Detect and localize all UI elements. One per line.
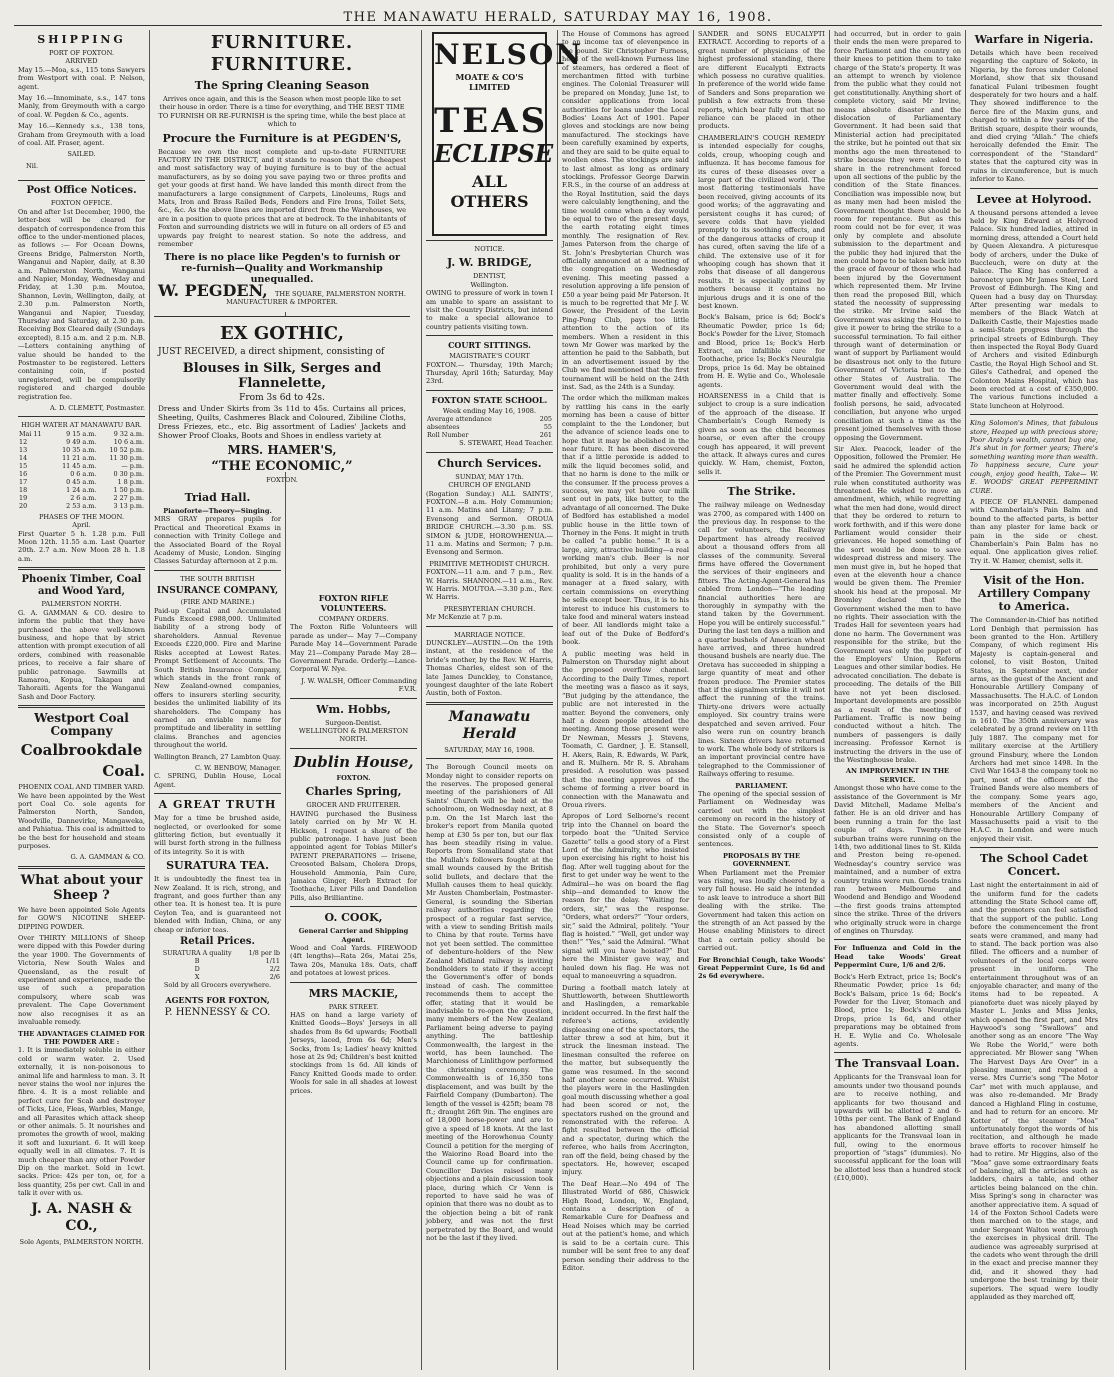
news-5-1: The House of Commons has agreed to an income tax of elevenpence in the pound. Sir Christopher Furness, head of the well-known Furness line of steamers, has ordered a fleet of merchantmen fitted with turbine engines. The Colonial Treasurer will be prepared on Monday, June 1st, to consider applications from local authorities for loans under the Local Bodies' Loans Act of 1901. Paper gloves and stockings are now being manufactured. The stockings have been carefully examined by experts, and they are said to be quite equal to woollen ones. The stockings are said to last almost as long as ordinary stockings. Professor George Darwin F.R.S., in the course of an address at the Royal Institution, said the days were calculably lengthening, and the time would come when a day would be equal to two of the present days, the earth rotating eight times monthly. The resignation of Rev. James Paterson from the charge of St. John's Presbyterian Church was officially announced at a meeting of the congregation on Wednesday evening. This meeting passed a resolution approving a life pension of £50 a year being paid Mr Paterson. It is much to be regretted that Mr J. W. Gower, the President of the Levin Ping-Pong Club, pays too little attention to the action of its members. When a resident in this town Mr Gower was marked by the attention he paid to the Sabbath, but in an advertisement issued by the Club we find mentioned that the first tournament will be held on the 24th inst. Sad, as the 24th is a Sunday.	[562, 30, 689, 392]
news-5-4: Apropos of Lord Selborne's recent trip into the Channel on board the torpedo boat the “United Service Gazette” tells a good story of a First Lord of the Admiralty, who insisted upon exercising his right to hoist his flag. After well tugging about for the first to get under way he went to the Admiral—he was on board the flag ship—and demanded to know the reason for the delay. “Waiting for orders, sir,” was the response. “Orders, what orders?” “Your orders, sir,” said the Admiral, politely. “Your flag is hoisted.” “Well, get under way then!” “Yes,” said the Admiral. “What signal will you have hoisted?” But here the Minister gave way, and hauled down his flag. He was not equal to manoeuvring a squadron.	[562, 812, 689, 981]
tide-cell: 10 52 p.m.	[109, 445, 144, 454]
high-water-heading: HIGH WATER AT MANAWATU BAR.	[21, 421, 142, 430]
tide-cell: 1 50 p.m.	[113, 485, 144, 494]
coal-sub: PHOENIX COAL AND TIMBER YARD.	[18, 783, 145, 792]
pres-heading: PRESBYTERIAN CHURCH.	[443, 604, 536, 613]
post-office-text: On and after 1st December, 1900, the letter-box will be cleared for despatch of correspondence from this office to the under-mentioned places, as follows :— For Ocean Downs, Greens Bridge, Palmerston North, Wanganui and Napier, daily, at 8.30 a.m. Palmerston North, Wanganui and Napier, Monday, Wednesday and Friday, at 1.30 p.m. Moutoa, Shannon, Levin, Wellington, daily, at 2.30 p.m. Palmerston North, Wanganui and Napier, Tuesday, Thursday and Saturday, at 2.30 p.m. Receiving Box Cleared daily (Sundays excepted), 8.15 a.m. and 2 p.m. N.B.—Letters containing anything of value should be handed to the Postmaster to be registered. Letters containing coin, if posted unregistered, will be compulsorily registered and charged double registration fee.	[18, 207, 145, 401]
nigeria-heading: Warfare in Nigeria.	[974, 33, 1094, 46]
notice-heading: NOTICE.	[474, 245, 505, 253]
economic-heading: “THE ECONOMIC,”	[211, 459, 353, 474]
influenza-ad: For Influenza and Cold in the Head take Woods' Great Peppermint Cure, 1/6 and 2/6.	[834, 944, 961, 970]
agents-heading: AGENTS FOR FOXTON,	[165, 995, 270, 1006]
spring-sub: GROCER AND FRUITERER.	[306, 801, 401, 810]
news-7-2: Sir Alex. Peacock, leader of the Opposition, followed the Premier. He said he admired the splendid action of the Premier. The Government must rule when constituted authority was threatened. He wished to move an amendment, which, while regretting what the men had done, would direct that they be ordered to return to work forthwith, and if this were done Parliament would consider their grievances. He hoped something of the sort would be done to save widespread distress and misery. The men must give in, but he hoped that even at the eleventh hour a chance would be given them. The Premier shook his head at the proposal. Mr Bromley declared that the Government wished the men to have no rights. Their association with the Trades Hall for seventeen years had done no harm. The Government was responsible for the strike, but the Government was only the puppet of the Employers' Union, Reform Leagues and other similar bodies. He advocated conciliation. The debate is proceeding. The details of the Bill have not yet been disclosed. Important developments are possible as a result of the meeting of Parliament. Traffic is now being conducted without a hitch. The numbers of passengers is daily increasing. Professor Kernot is instructing the drivers in the use of the Westinghouse brake.	[834, 444, 961, 764]
abs-val: 55	[543, 423, 552, 432]
tide-row	[18, 430, 145, 438]
tide-row	[18, 502, 145, 510]
retail-cell: 2/6	[269, 973, 280, 982]
coe-text: (Rogation Sunday.) ALL SAINTS', FOXTON.—8 a.m. Holy Communion; 11 a.m. Matins and Litany; 7 p.m. Evensong and Sermon. OROUA BRIDGE CHURCH.—3.30 p.m. SS. SIMON & JUDE, HOROWHENUA.—11 a.m. Matins and Sermon; 7 p.m. Evensong and Sermon.	[426, 489, 553, 557]
truth-heading: A GREAT TRUTH	[158, 798, 277, 812]
bridge-heading: J. W. BRIDGE,	[446, 256, 533, 270]
logo-line-2: MOATE & CO'S LIMITED	[455, 72, 524, 92]
hamer-heading: MRS. HAMER'S,	[227, 443, 337, 457]
column-7	[830, 30, 966, 1370]
artillery-text: The Commander-in-Chief has notified Lord Denbigh that permission has been granted to the Hon. Artillery Company, of which regiment His Majesty is captain-general and colonel, to visit Boston, United States, in September next, under arms, as the guest of the Ancient and Honourable Artillery Company of Massachusetts. The H.A.C. of London was incorporated on 25th August 1537, and having ceased was revived in 1610. The 350th anniversary was celebrated by a grand review on 11th July 1887. The company met for military exercise at the Artillery ground Finsbury, where the London Archers had met since 1498. In the Civil War 1643-8 the company took no part, most of the officers of the Trained Bands were also members of the company. Some years ago, members of the Ancient and Honourable Artillery Company of Massachusetts paid a visit to the H.A.C. in London and were much enjoyed their visit.	[970, 616, 1098, 843]
advantages-text: 1. It is immediately soluble in either cold or warm water. 2. Used externally, it is non-poisonous to animal life and harmless to man. 3. It never stains the wool nor injures the fibre. 4. It is a most reliable and perfect cure for Scab and destroyer of Ticks, Lice, Fleas, Warbles, Mange, and all Parasites which attack sheep or other animals. 5. It nourishes and promotes the growth of wool, making it soft and luxuriant. 6. It will keep equally well in all climates. 7. It is much cheaper than any other Powder Dip on the market. Sold in 1cwt. sacks. Price: 42s per ton, or, for a less quantity, 25s per cwt. Call in and talk it over with us.	[18, 1046, 145, 1198]
retail-cell: 1/8 per lb	[248, 949, 280, 958]
masthead-title: THE MANAWATU HERALD, SATURDAY MAY 16, 1908.	[343, 10, 773, 25]
tide-cell: 11 30 p.m.	[109, 453, 144, 462]
parliament-text: The opening of the special session of Parliament on Wednesday was carried out with the simplest ceremony on record in the history of the State. The Governor's speech consisted only of a couple of sentences.	[698, 789, 825, 849]
hobbs-heading: Wm. Hobbs,	[316, 702, 391, 716]
news-5-6: The Deaf Hear.—No 494 of The Illustrated World of 686, Chiswick High Road, London, W., England, contains a description of a Remarkable Cure for Deafness and Head Noises which may be carried out at the patient's home, and which is said to be a certain cure. This number will be sent free to any deaf person sending their address to the Editor.	[562, 1179, 689, 1272]
proposals-heading: PROPOSALS BY THE GOVERNMENT.	[722, 851, 801, 869]
news-5-2: The order which the milkman makes by rattling his cans in the early morning has been a cause of bitter complaint to the the Londoner, but the advance of science leads one to hope that it may be abolished in the near future. It has been discovered that if a little peroxide is added to milk the liquid becomes solid, and that no harm is done to the milk or the consumer. If the process proves a success, we may yet have our milk sent out in pats, like butter, to the advantage of all concerned. The Duke of Bedford has established a model public house in the little town of Thorney in the Fens. It might in truth be called “a public home.” It is a large, airy, attractive building—a real working man's club. Beer is nor prohibited, but only a very pure quality is sold. It is in the hands of a manager at a fixed salary, with certain commissions on everything he sells except beer. Thus, it is to his interest to induce his customers to take food and mineral waters instead of beer. All landlords might take a leaf out of the Duke of Bedford's book.	[562, 394, 689, 647]
retail-row	[154, 973, 281, 981]
tide-cell: 10 6 a.m.	[113, 437, 144, 446]
hobbs-address: WELLINGTON & PALMERSTON NORTH.	[298, 727, 409, 744]
tide-row	[18, 470, 145, 478]
spring-heading: Charles Spring,	[305, 785, 402, 799]
rifle-signature: J. W. WALSH, Officer Commanding F.V.R.	[301, 676, 417, 694]
suratura-text: It is undoubtedly the finest tea in New Zealand. It is rich, strong, and fragrant, and goes further than any other tea. It is honest tea. It is pure Ceylon Tea, and is guaranteed not blended with Indian, China, or any cheap or inferior teas.	[154, 875, 281, 934]
retail-heading: Retail Prices.	[180, 936, 255, 948]
column-1	[14, 30, 150, 1370]
tide-row	[18, 446, 145, 454]
suratura-heading: SURATURA TEA.	[166, 859, 269, 873]
tide-cell: 9 49 a.m.	[66, 437, 97, 446]
sbi-heading-2: INSURANCE COMPANY,	[156, 586, 279, 597]
sbi-address: Wellington Branch, 27 Lambton Quay.	[154, 752, 281, 761]
roll-label: Roll Number	[427, 431, 469, 440]
pres-text: Mr McKenzie at 7 p.m.	[426, 613, 503, 622]
masthead	[14, 4, 1102, 26]
tide-table	[18, 430, 145, 510]
tide-cell: 20	[19, 501, 28, 510]
sbi-signature: C. W. BENBOW, Manager.	[195, 763, 281, 772]
sbi-sub: (FIRE AND MARINE.)	[180, 598, 255, 607]
retail-cell: 1/11	[265, 957, 280, 966]
prim-heading: PRIMITIVE METHODIST CHURCH.	[429, 559, 550, 568]
nigeria-text: Details which have been received regarding the capture of Sokoto, in Nigeria, by the forces under Colonel Morland, show that six thousand fanatical Fulani tribesmen fought desperately for two hours and a half. They showed indifference to the fierce fire of the Maxim guns, and charged to within a few yards of the British square, despite their wounds, and died crying “Allah.” The chiefs heroically defended the Emir. The correspondent of the “Standard” states that the captured city was in ruins in circumference, but is much inferior to Kano.	[970, 49, 1098, 184]
retail-row	[154, 957, 281, 965]
retail-cell: X	[194, 973, 200, 982]
moon-heading: PHASES OF THE MOON.	[38, 512, 125, 521]
coal-heading: Coal.	[102, 762, 145, 781]
exgothic-heading: EX GOTHIC,	[219, 323, 345, 344]
sheep-text: Over THIRTY MILLIONS of Sheep were dipped with this Powder during the year 1900. The Governments of Victoria, New South Wales and Queensland, as the result of experiment and experience, made the use of such a preparation compulsory, where scab was prevalent. The Cape Government now also recognises it as an invaluable remedy.	[18, 934, 145, 1027]
tide-cell: 11 21 a.m.	[62, 453, 97, 462]
tide-row	[18, 438, 145, 446]
coe-heading: CHURCH OF ENGLAND	[448, 481, 531, 490]
pegden-address: THE SQUARE, PALMERSTON NORTH.	[274, 289, 406, 298]
port-name: PORT OF FOXTON.	[48, 49, 115, 57]
cook-sub: General Carrier and Shipping Agent.	[298, 927, 409, 944]
news-6-1: SANDER and SONS EUCALYPTI EXTRACT. According to reports of a great number of physicians of the highest professional standing, there are different Eucalypti Extracts which possess no curative qualities. In preference of the world wide fame of Sanders and Sons preparation we publish a few extracts from these reports, which bear fully out that no reliance can be placed in other products.	[698, 30, 825, 131]
tide-cell: 0 45 a.m.	[66, 477, 97, 486]
sbi-agent: C. SPRING, Dublin House, Local Agent.	[154, 772, 281, 789]
strike-text: The railway mileage on Wednesday was 2700, as compared with 1400 on the previous day. In response to the call for volunteers, the Railway Department has already received about a thousand offers from all classes of the community. Several firms have offered the Government the services of their engineers and fitters. The Acting-Agent-General has cabled from London—“The leading financial authorities here are thoroughly in sympathy with the stand taken by the Government. Hope you will be entirely successful.” During the last ten days a million and a quarter bushels of American wheat have arrived, and three hundred thousand bushels are nearly due. The Oretava has succeeded in shipping a large quantity of meat and other frozen produce. The Premier states that if the signalmen strike it will not affect the running of the trains. Thirty-one drivers were actually employed. Six country trains were despatched and seven arrived. Four also were run on country branch lines. Sixteen drivers have returned to work. The whole body of strikers is an important provincial centre have telegraphed to the Commissioner of Railways offering to resume.	[698, 501, 825, 779]
att-label: Average attendance	[427, 415, 492, 424]
procure-text: Because we own the most complete and up-to-date FURNITURE FACTORY IN THE DISTRICT, and it stands to reason that the cheapest and most satisfactory way of buying furniture is to buy of the actual manufacturers, as by so doing you save paying two or three profits and get your goods at first hand. We have landed this month direct from the manufacturers a large consignment of Carpets, Linoleums, Rugs and Mats, Iron and Brass Railed Beds, Fenders and Fire Irons, Toilet Sets, &c., &c. As the above lines are imported direct from the Warehouses, we are in a position to quote prices that are at bedrock. To the inhabitants of Foxton and surrounding districts we will in future on all orders of £5 and upwards pay freight to nearest station. So note the address, and remember	[158, 147, 406, 249]
spring-cleaning-heading: The Spring Cleaning Season	[194, 79, 370, 92]
tide-row	[18, 486, 145, 494]
from-price: From 3s 6d to 42s.	[239, 393, 325, 403]
tide-cell: 16	[19, 469, 28, 478]
news-5-5: During a football match lately at Shuttleworth, between Shuttleworth and Haslingden, a remarkable incident occurred. In the first half the referee's actions, evidently displeasing one of the spectators, the latter threw a sod at him, but it struck the linesman instead. The linesman consulted the referee on the matter, but subsequently the game was resumed. In the second half another scene occurred. Whilst the players were in the Haslingden goal mouth discussing whether a goal had been scored or not, the spectators rushed on the ground and remonstrated with the referee. A fight resulted between the official and a spectator, during which the referee, who hails from Accrington, ran off the field, being chased by the spectators. He, however, escaped injury.	[562, 983, 689, 1177]
exgothic-intro: JUST RECEIVED, a direct shipment, consisting of	[158, 347, 385, 357]
rifle-sub: COMPANY ORDERS.	[318, 615, 389, 623]
spring-text: HAVING purchased the Business lately carried on by Mr W. H. Hickson, I request a share of the public patronage. I have just been appointed agent for Tobias Miller's PATENT PREPARATIONS — Irisene, Creosoted Balsam, Cholera Drops, Household Ammonia, Pain Cure, Jamaica Ginger, Herb Extract for Toothache, Liver Pills and Dandelion Pills, also Brilliantine.	[290, 809, 417, 902]
tide-cell: 1 24 a.m.	[66, 485, 97, 494]
column-5	[558, 30, 694, 1370]
dress-text: Dress and Under Skirts from 3s 11d to 45s. Curtains all prices, Sheeting, Quilts, Cashmeres Black and Coloured, Zibiline Cloths, Dress Friezes, etc., etc. Big assortment of Ladies' Jackets and Shower Proof Cloaks, Boots and Shoes in endless variety at	[158, 404, 406, 440]
retail-cell: B	[194, 957, 200, 966]
phoenix-heading: Phoenix Timber, Coal and Wood Yard,	[21, 574, 142, 598]
procure-heading: Procure the Furniture is at PEGDEN'S,	[162, 131, 402, 145]
coal-text: We have been appointed by the West port Coal Co. sole agents for Palmerston North, Sandon, Woodville, Dannevirke, Mangaweka, and Pahiatua. This coal is admitted to be the best for household and steam purposes.	[18, 791, 145, 850]
tide-cell: — p.m.	[121, 461, 144, 470]
cook-text: Wood and Coal Yards. FIREWOOD (4ft lengths)—Rata 26s, Matai 25s, Tawa 20s, Manuka 18s. Oats, chaff and potatoes at lowest prices.	[290, 943, 417, 978]
phoenix-text: G. A. GAMMAN & CO. desire to inform the public that they have purchased the above well-known business, and hope that by strict attention with prompt execution of all orders, combined with reasonable prices, to receive a fair share of public patronage. Sawmills at Ramaroa, Kopua, Takapau and Tahoraiti. Agents for the Wanganui Sash and Door Factory.	[18, 608, 145, 701]
herald-date: SATURDAY, MAY 16, 1908.	[444, 745, 535, 754]
arrival-2: May 16.—Innominate, s.s., 147 tons Manly, from Greymouth with a cargo of coal. W. Pegden & Co., agents.	[18, 94, 145, 119]
post-office-sub: FOXTON OFFICE.	[50, 199, 113, 208]
tide-cell: 18	[19, 485, 28, 494]
tide-cell: 9 32 a.m.	[113, 429, 144, 438]
sailed-label: SAILED.	[67, 150, 96, 159]
exgothic-ad	[154, 316, 410, 484]
retail-cell: D	[194, 965, 200, 974]
abs-label: absentees	[427, 423, 460, 432]
column-6	[694, 30, 830, 1370]
news-7-1: had occurred, but in order to gain their ends the men were prepared to force Parliament and the country on their knees to petition them to take charge of the State's property. It was an attempt to wrench by violence from the public what they could not get constitutionally. Anything short of complete victory, said Mr Irvine, means absolute disaster and the dislocation of Parliamentary Government. It had been said that Ministerial action had precipitated the strike, but he pointed out that six months ago the men threatened to strike because they were asked to share in the retrenchment forced upon all sections of the public by the condition of the State finances. Conciliation was impossible now, but as many men had been misled the Government thought there should be room for repentance. But as this room could not be for ever, it was only by complete and absolute submission to the department and the public they had injured that the men could hope to be taken back into the grace of favour of those who had been injured by the Government which represented them. Mr Irvine then read the proposed Bill, which stated the necessity of suppressing the strike. Mr Irvine said the Government was asking the House to give it power to bring the strike to a successful termination. To fail either through want of determination or want of support by Parliament would be disastrous not only to the future Government of Victoria but to the other States of Australia. The Government would deal with the matter finally and effectively. Some foolish persons, he said, advocated conciliation, but anyone who urged conciliation at such a time as the present joined themselves with those opposing the Government.	[834, 30, 961, 442]
marriage-heading: MARRIAGE NOTICE.	[453, 630, 526, 639]
tide-cell: 2 6 a.m.	[70, 493, 97, 502]
tide-cell: 11 45 a.m.	[62, 461, 97, 470]
logo-line-3: TEAS	[434, 101, 549, 141]
court-text: FOXTON.— Thursday, 19th March; Thursday, April 16th; Saturday, May 23rd.	[426, 360, 553, 386]
cadet-text: Last night the entertainment in aid of the uniform fund for the cadets attending the State School came off, and the promoters can feel satisfied that the support of the public. Long before the commencement the front seats were crammed, and many had to stand. The back portion was also filled. The officers and a number of volunteers of the local corps were present in uniform. The entertainment throughout was of an enjoyable character, and many of the items had to be repeated. A pianoforte duet was nicely played by Master L. Jenks and Miss Jenks, which opened the first part, and Mrs Haywood's song “Swallows” and another song as an encore “The Way We Robe the World,” were both appreciated. Mr Blower sang “When The Harvest Days Are Over” in a pleasing manner, and repeated a verse. Mrs Currie's song “The Motor Car” met with much applause, and was also re-demanded. Mr Brady danced a Highland Fling in costume, and had to return for an encore. Mr Kotter of the steamer “Moa” unfortunately forgot the words of his recitation, and although he made brave efforts to recover himself he had to retire. Mr Higgins, also of the “Moa” gave some extraordinary feats of balancing, all the articles such as ladders, chairs a table, and other articles being balanced on the chin. Miss Spring's song in character was another appreciative item. A squad of 14 of the Foxton School Cadets were then marched on to the stage, and under Sergeant Walton went through the exercises in physical drill. The audience was agreeably surprised at the cadets who went through the drill in the exact and precise manner they did, and it showed they had undergone the best training by their superiors. The squad were loudly applauded as they marched off,	[970, 881, 1098, 1302]
agents-name: P. HENNESSY & CO.	[164, 1007, 271, 1019]
retail-foot: Sold by all Grocers everywhere.	[163, 981, 272, 990]
news-6-3: Bock's Balsam, price is 6d; Bock's Rheumatic Powder, price 1s 6d; Bock's Powder for the Liver, Stomach and Blood, price 1s; Bock's Herb Extract, an infallible cure for Toothache, price 1s; Bock's Neuralgia Drops, price 1s 6d. May be obtained from H. E. Wylie and Co., Wholesale agents.	[698, 313, 825, 389]
furniture-heading: FURNITURE. FURNITURE.	[210, 32, 354, 75]
news-6-2: CHAMBERLAIN'S COUGH REMEDY is intended especially for coughs, colds, croup, whooping cough and influenza. It has become famous for its cures of these diseases over a large part of the civilized world. The most flattering testimonials have been received, giving accounts of its good works; of the aggravating and persistent coughs it has cured; of severe colds that have yielded promptly to its soothing effects, and of the dangerous attacks of croup it has cured, often saving the life of a child. The extensive use of it for whooping cough has shown that it robs that disease of all dangerous results. It is especially prized by mothers because it contains no injurious drugs and it is one of the best known.	[698, 133, 825, 310]
marriage-text: DUNCKLEY—AUSTIN.—On the 19th instant, at the residence of the bride's mother, by the Rev. W. Harris, Thomas Charles, eldest son of the late James Dunckley, to Constance, youngest daughter of the late Robert Austin, both of Foxton.	[426, 639, 553, 698]
furniture-ad	[154, 30, 410, 312]
sbi-heading: THE SOUTH BRITISH	[180, 574, 255, 583]
triad-text: MRS GRAY prepares pupils for Practical and Theoretical Exams in connection with Trinity College and the Associated Board of the Royal Academy of Music, London. Singing Classes Saturday afternoon at 2 p.m.	[154, 515, 281, 566]
tide-cell: Mai 11	[19, 429, 42, 438]
levee-text: A thousand persons attended a levee held by King Edward at Holyrood Palace. Six hundred ladies, attired in morning dress, attended a Court held by Queen Alexandra. A picturesque body of archers, under the Duke of Buccleuch, were on duty at the Palace. The King has conferred a baronetcy upon Mr James Steel, Lord Provost of Edinburgh. The King and Queen had a busy day on Thursday. After presenting war medals to members of the Black Watch at Dalkeith Castle, their Majesties made a semi-State progress through the principal streets of Edinburgh. They then inspected the Royal Body Guard of Archers and visited Edinburgh Castle, the Royal High School and St. Giles's Cathedral, and opened the Colonton Mains Hospital, which has been erected at a cost of £350,000. The various functions included a State luncheon at Holyrood.	[970, 208, 1098, 410]
column-8	[966, 30, 1102, 1370]
poem-ad: King Solomon's Mines, that fabulous store, Heaped up with precious store; Poor Araby's wealth, cannot buy one, It's shut in for former years; There's something wanting more than wealth. To happiness secure, Cure your cough, enjoy good health, Take— W. E. WOODS' GREAT PEPPERMINT CURE.	[970, 419, 1098, 495]
tide-cell: 12	[19, 437, 28, 446]
tide-cell: 0 30 p.m.	[113, 469, 144, 478]
herald-text: The Borough Council meets on Monday night to consider reports on the reserves. The proposed general meeting of the parishioners of All Saints' Church will be held at the schoolroom, on Wednesday next, at 8 p.m. On the 1st March last the broker's report from Manila quoted hemp at £30 5s per ton, but our flax has been steadily rising in value. Reports from Somaliland state that the Mullah's followers fought at the small wounds caused by the British solid bullets, and declare that the Mullah causes them to heal quickly. Mr Austen Chamberlain, Postmaster-General, is sounding the Siberian railway authorities regarding the prospect of a regular fast service, with a view to sending British mails to China by that route. Terms have not yet been settled. The committee of debenture-holders of the New Zealand Midland railway is inviting bondholders to state if they accept the Government's offer of bonds instead of cash. The committee recommends them to accept the offer, stating that it would be inadvisable to re-open the question, many members of the New Zealand Parliament being adverse to paying anything. The battleship Commonwealth, the largest in the world, has been launched. The Marchioness of Linlithgow performed the christening ceremony. The Commonwealth is of 16,350 tons displacement, and was built by the Fairfield Company (Dumbarton). The length of the vessel is 425ft; beam 78 ft.; draught 26ft 9in. The engines are of 18,000 horse-power and are to give a speed of 18 knots. At the last meeting of the Horowhenua County Council a petition for the merging of the Waiorino Road Board into the Council came up for confirmation. Councillor Davies raised many objections and a plain discussion took place, during which Cr Venn is reported to have said he was of opinion that there was no doubt as to the objection being a bit of rank jobbery, and was not the first perpetrated by the Board, and would not be the last if they lived.	[426, 763, 553, 1242]
no-place-heading: There is no place like Pegden's to furnish or re-furnish—Quality and Workmanship unequalled.	[163, 251, 401, 285]
court-sub: MAGISTRATE'S COURT	[449, 352, 530, 361]
tide-row	[18, 454, 145, 462]
sheep-intro: We have been appointed Sole Agents for GOW'S NICOTINE SHEEP-DIPPING POWDER.	[18, 905, 145, 931]
flannel-ad: A PIECE OF FLANNEL dampened with Chamberlain's Pain Balm and bound to the affected parts, is better than any plaster for lame back or pain in the side or chest. Chamberlain's Pain Balm has no equal. One application gives relief. Try it. W. Hamer, chemist, sells it.	[970, 497, 1098, 565]
prim-text: FOXTON.—11 a.m. and 7 p.m., Rev. W. Harris. SHANNON.—11 a.m., Rev. W. Harris. MOUTOA.—3.30 p.m., Rev. W. Harris.	[426, 568, 553, 602]
news-6-4: HOARSENESS in a Child that is subject to croup is a sure indication of the approach of the disease. If Chamberlain's Cough Remedy is given as soon as the child becomes hoarse, or even after the croupy cough has appeared, it will prevent the attack. It always cures and cures quickly. W. Ham, chemist, Foxton, sells it.	[698, 392, 825, 476]
moon-month: April.	[72, 521, 91, 530]
phoenix-place: PALMERSTON NORTH.	[41, 600, 122, 609]
logo-line-1: NELSON	[434, 38, 583, 71]
tide-row	[18, 462, 145, 470]
mackie-heading: MRS MACKIE,	[308, 986, 399, 1000]
tide-cell: 14	[19, 453, 28, 462]
logo-line-4: ECLIPSE	[434, 139, 554, 168]
tide-cell: 1 8 p.m.	[117, 477, 144, 486]
improvement-text: Amongst those who have come to the assistance of the Government is Mr David Mitchell, Madame Melba's father. He is an old driver and has been running a train for the last couple of days. Twenty-three suburban trains were running on the 14th, two additional lines to St. Kilda and Preston being re-opened. Wednesday's country service was maintained, and a number of extra country trains were run. Goods trains ran between Melbourne and Woodend and Bendigo and Woodend—the first goods trains attempted since the strike. Three of the drivers who originally struck were in charge of engines on Thursday.	[834, 784, 961, 936]
pegden-sub: MANUFACTURER & IMPORTER.	[226, 297, 338, 306]
rifle-heading: FOXTON RIFLE VOLUNTEERS.	[318, 593, 389, 613]
court-heading: COURT SITTINGS.	[448, 340, 531, 351]
tide-row	[18, 494, 145, 502]
dublin-sub: FOXTON.	[336, 773, 371, 782]
proposals-text: When Parliament met the Premier was rising, was loudly cheered by a very full house. He said he intended to ask leave to introduce a short Bill dealing with the strike. The Government had taken this action on the strength of an Act passed by the House enabling Ministers to direct that a certain policy should be carried out.	[698, 868, 825, 953]
blouses-heading: Blouses in Silk, Serges and Flannelette,	[182, 361, 382, 391]
tide-cell: 19	[19, 493, 28, 502]
mackie-text: HAS on hand a large variety of Knitted Goods—Boys' Jerseys in all shades from 8s 6d upwards; Football Jerseys, laced, from 6s 6d; Men's Socks, from 1s; Ladies' heavy knitted hose at 2s 9d; Children's best knitted stockings from 1s 6d. All kinds of Fancy Knitted Goods made to order. Wools for sale in all shades at lowest prices.	[290, 1011, 417, 1095]
rifle-text: The Foxton Rifle Volunteers will parade as under— May 7—Company Parade May 14—Government Parade May 21—Company Parade May 28—Government Parade. Orderly.—Lance-Corporal W. Nye.	[290, 623, 417, 674]
coalbrook-heading: Coalbrookdale	[20, 741, 143, 760]
school-heading: FOXTON STATE SCHOOL.	[431, 394, 548, 405]
nash-heading: J. A. NASH & CO.,	[31, 1200, 132, 1234]
logo-line-5: ALL OTHERS	[450, 172, 529, 211]
spring-cleaning-text: Arrives once again, and this is the Season when most people like to set their house in order. There is a time for everything, and THE BEST TIME TO FURNISH OR RE-FURNISH is the spring time, while the best place at which to	[158, 95, 406, 129]
truth-text: May for a time be brushed aside, neglected, or overlooked for some glittering fiction, but eventually it will burst forth strong in the fullness of its integrity. So it is with	[154, 814, 281, 856]
arrived-label: ARRIVED	[65, 57, 98, 66]
coal-signature: G. A. GAMMAN & CO.	[70, 853, 145, 862]
post-office-heading: Post Office Notices.	[26, 185, 137, 197]
arrival-3: May 16.—Kennedy s.s., 138 tons, Graham from Greymouth with a load of coal. Alf. Fraser, agent.	[18, 122, 145, 148]
retail-cell: 2/2	[269, 965, 280, 974]
church-date: SUNDAY, MAY 17th.	[455, 472, 524, 481]
news-5-3: A public meeting was held in Palmerston on Thursday night about the proposed overflow channel. According to the Daily Times, report the meeting was a fiasco as it says, “But judging by the attendance, the public are not interested in the matter. Beyond the conveners, only half a dozen people attended the meeting. Among those present were Dr Newman, Messrs J. Stevens, Toomath, C. Gardner, J. E. Stansell, H. Akers, Rain, R. Edwards, W. Park, and R. Mulhern. Mr R. S. Abraham presided. A resolution was passed that the meeting approves of the scheme of forming a river board in connection with the Manawatu and Oroua rivers.	[562, 649, 689, 809]
retail-table	[154, 949, 281, 981]
hobbs-sub: Surgeon-Dentist.	[325, 718, 382, 727]
tide-cell: 10 35 a.m.	[62, 445, 97, 454]
bocks-ad: Bock's Herb Extract, price 1s; Bock's Rheumatic Powder, price 1s 6d; Bock's Balsam, price 1s 6d; Bock's Powder for the Liver, Stomach and Blood, price 1s; Bock's Neuralgia Drops, price 1s 6d, and other preparations may be obtained from H. E. Wylie and Co. Wholesale agents.	[834, 972, 961, 1048]
nelson-tea-logo	[432, 32, 583, 236]
cadet-heading: The School Cadet Concert.	[980, 852, 1088, 879]
tide-cell: 3 13 p.m.	[113, 501, 144, 510]
tide-cell: 2 27 p.m.	[113, 493, 144, 502]
retail-cell: SURATURA A quality	[162, 949, 232, 958]
sheep-heading: What about your Sheep ?	[20, 872, 143, 903]
parliament-heading: PARLIAMENT.	[735, 781, 788, 790]
tide-cell: 17	[19, 477, 28, 486]
tide-row	[18, 478, 145, 486]
retail-row	[154, 965, 281, 973]
levee-heading: Levee at Holyrood.	[976, 192, 1092, 206]
shipping-heading: SHIPPING	[37, 33, 126, 46]
herald-heading: Manawatu Herald	[448, 708, 531, 742]
economic-sub: FOXTON.	[266, 476, 298, 484]
attendance-table	[426, 415, 553, 439]
advantages-heading: THE ADVANTAGES CLAIMED FOR THE POWDER ARE :	[18, 1029, 145, 1046]
school-week: Week ending May 16, 1908.	[442, 406, 537, 415]
tide-cell: 0 6 a.m.	[70, 469, 97, 478]
loan-heading: The Transvaal Loan.	[835, 1057, 960, 1071]
school-signature: S. STEWART, Head Teacher.	[459, 439, 553, 448]
dublin-heading: Dublin House,	[293, 752, 414, 771]
bridge-text: OWING to pressure of work in town I am unable to spare an assistant to visit the Country Districts, but intend to make a special allowance to country patients visiting town.	[426, 289, 553, 331]
pegden-name: W. PEGDEN,	[158, 280, 268, 300]
moon-text: First Quarter 5 h. 1.28 p.m. Full Moon 12th. 11.55 a.m. Last Quarter 20th. 2.7 a.m. New Moon 28 h. 1.8 a.m.	[18, 529, 145, 563]
tide-cell: 15	[19, 461, 28, 470]
triad-sub: Pianoforte—Theory—Singing.	[163, 507, 272, 515]
retail-row	[154, 949, 281, 957]
roll-val: 261	[539, 431, 552, 440]
improvement-heading: AN IMPROVEMENT IN THE SERVICE.	[845, 767, 950, 784]
cook-heading: O. COOK,	[324, 911, 383, 925]
artillery-heading: Visit of the Hon. Artillery Company to America.	[978, 574, 1090, 614]
att-val: 205	[539, 415, 552, 424]
sbi-text: Paid-up Capital and Accumulated Funds Exceed £988,000. Unlimited liability of a strong body of shareholders. Annual Revenue Exceeds £220,000. Fire and Marine Risks accepted at Lowest Rates. Prompt Settlement of Accounts. The South British Insurance Company, which stands in the front rank of New Zealand-owned companies, offers to insurers sterling security, besides the unlimited liability of its shareholders. The Company has earned an enviable name for promptitude and liberality in settling claims. Branches and agencies throughout the world.	[154, 606, 281, 750]
loan-text: Applicants for the Transvaal loan for amounts under two thousand pounds are to receive nothing, and applicants for two thousand and upwards will be allotted 2 and 6-10ths per cent. The Bank of England has abandoned allotting small applicants for the Transvaal loan in full, owing to the enormous proportion of “stags” (dummies). No successful applicant for the loan will be allotted less than a hundred stock (£10,000).	[834, 1073, 961, 1183]
mackie-sub: PARK STREET.	[328, 1002, 379, 1011]
post-office-signature: A. D. CLEMETT, Postmaster.	[50, 404, 145, 413]
tide-cell: 2 53 a.m.	[66, 501, 97, 510]
bronchial-ad: For Bronchial Cough, take Woods' Great Peppermint Cure, 1s 6d and 2s 6d everywhere.	[698, 955, 825, 981]
arrival-1: May 15.—Moa, s.s., 115 tons Sawyers from Westport with coal. P. Nelson, agent.	[18, 65, 145, 91]
church-heading: Church Services.	[437, 456, 542, 470]
tide-cell: 9 15 a.m.	[66, 429, 97, 438]
sailed-nil: Nil.	[26, 161, 39, 170]
nash-sub: Sole Agents, PALMERSTON NORTH.	[19, 1237, 144, 1246]
tide-cell: 13	[19, 445, 28, 454]
bridge-sub: DENTIST,	[473, 272, 506, 281]
westport-heading: Westport Coal Company	[34, 711, 129, 739]
bridge-place: Wellington.	[470, 280, 509, 289]
triad-heading: Triad Hall.	[184, 491, 251, 504]
strike-heading: The Strike.	[727, 485, 796, 499]
column-4	[422, 30, 583, 1370]
